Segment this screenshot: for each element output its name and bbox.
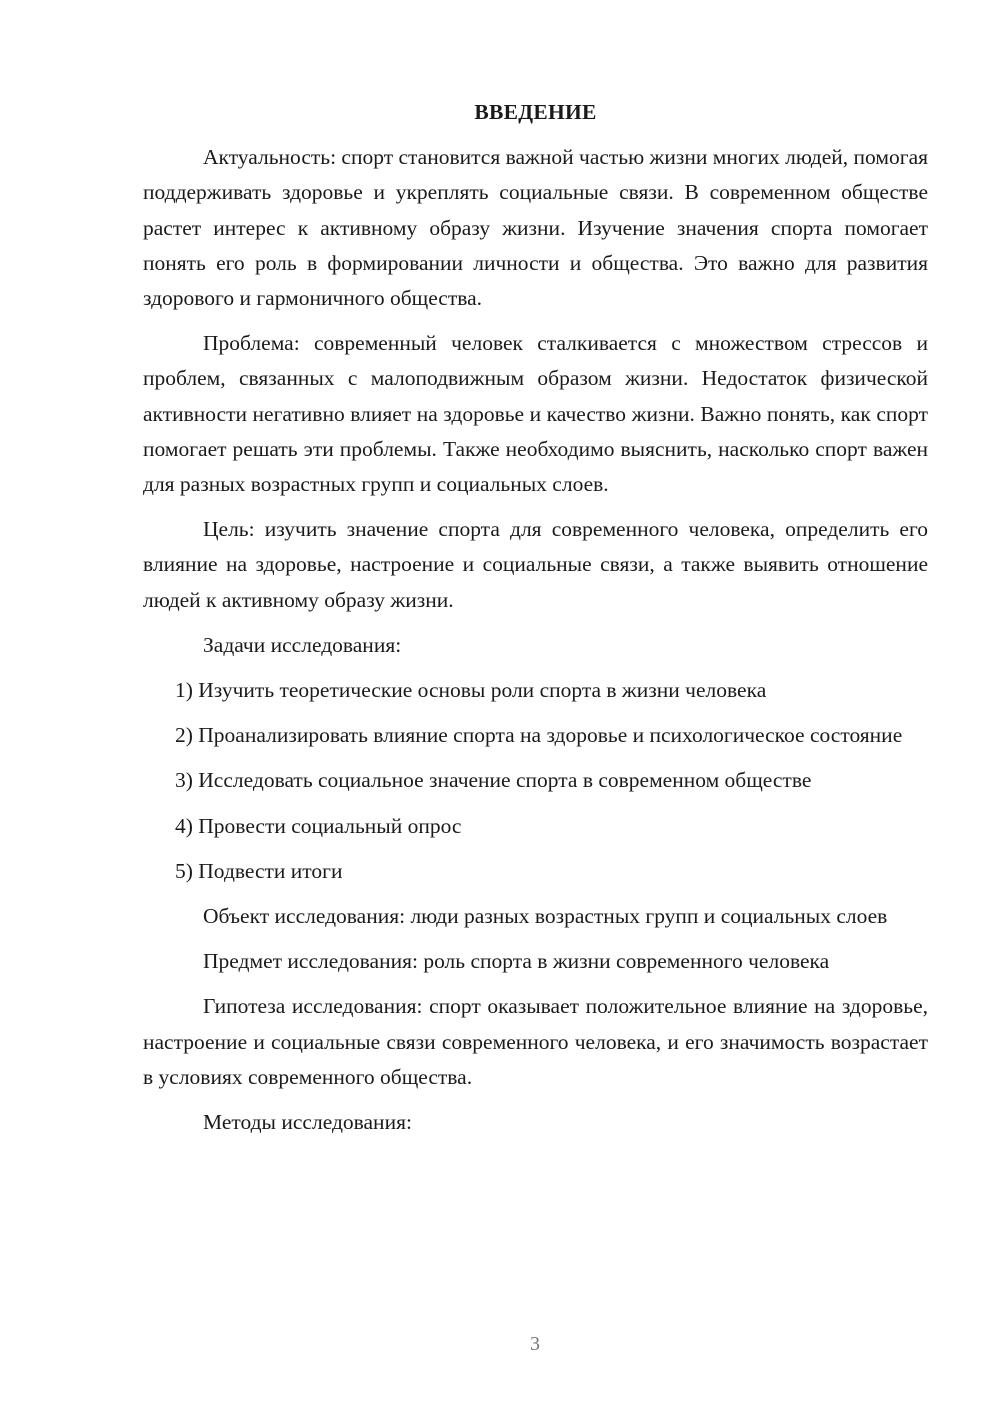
paragraph-methods: Методы исследования: <box>203 1110 412 1135</box>
paragraph-subject: Предмет исследования: роль спорта в жизни современного человека <box>203 949 830 974</box>
paragraph-object: Объект исследования: люди разных возрастных групп и социальных слоев <box>203 904 888 929</box>
paragraph-problem: Проблема: современный человек сталкивается с множеством стрессов и проблем, связанных с малоподвижным образом жизни. Недостаток физической активности негативно влияет на здоровье и качество жизни. Важно понять, как спорт помогает решать эти проблемы. Также необходимо выяснить, насколько спорт важен для разных возрастных групп и социальных слоев. <box>143 331 928 497</box>
page-number: 3 <box>530 1333 540 1355</box>
task-item: 2) Проанализировать влияние спорта на здоровье и психологическое состояние <box>175 723 903 748</box>
task-item: 3) Исследовать социальное значение спорта в современном обществе <box>175 768 812 793</box>
task-item: 1) Изучить теоретические основы роли спорта в жизни человека <box>175 678 767 703</box>
paragraph-goal: Цель: изучить значение спорта для современного человека, определить его влияние на здоровье, настроение и социальные связи, а также выявить отношение людей к активному образу жизни. <box>143 517 928 612</box>
task-item: 4) Провести социальный опрос <box>175 813 462 838</box>
paragraph-hypothesis: Гипотеза исследования: спорт оказывает положительное влияние на здоровье, настроение и социальные связи современного человека, и его значимость возрастает в условиях современного общества. <box>143 994 928 1089</box>
paragraph-tasks-heading: Задачи исследования: <box>203 632 402 657</box>
paragraph-relevance: Актуальность: спорт становится важной частью жизни многих людей, помогая поддерживать здоровье и укреплять социальные связи. В современном обществе растет интерес к активному образу жизни. Изучение значения спорта помогает понять его роль в формировании личности и общества. Это важно для развития здорового и гармоничного общества. <box>143 145 928 311</box>
task-item: 5) Подвести итоги <box>175 858 343 883</box>
document-body <box>143 95 928 1150</box>
page-title: ВВЕДЕНИЕ <box>474 100 597 124</box>
